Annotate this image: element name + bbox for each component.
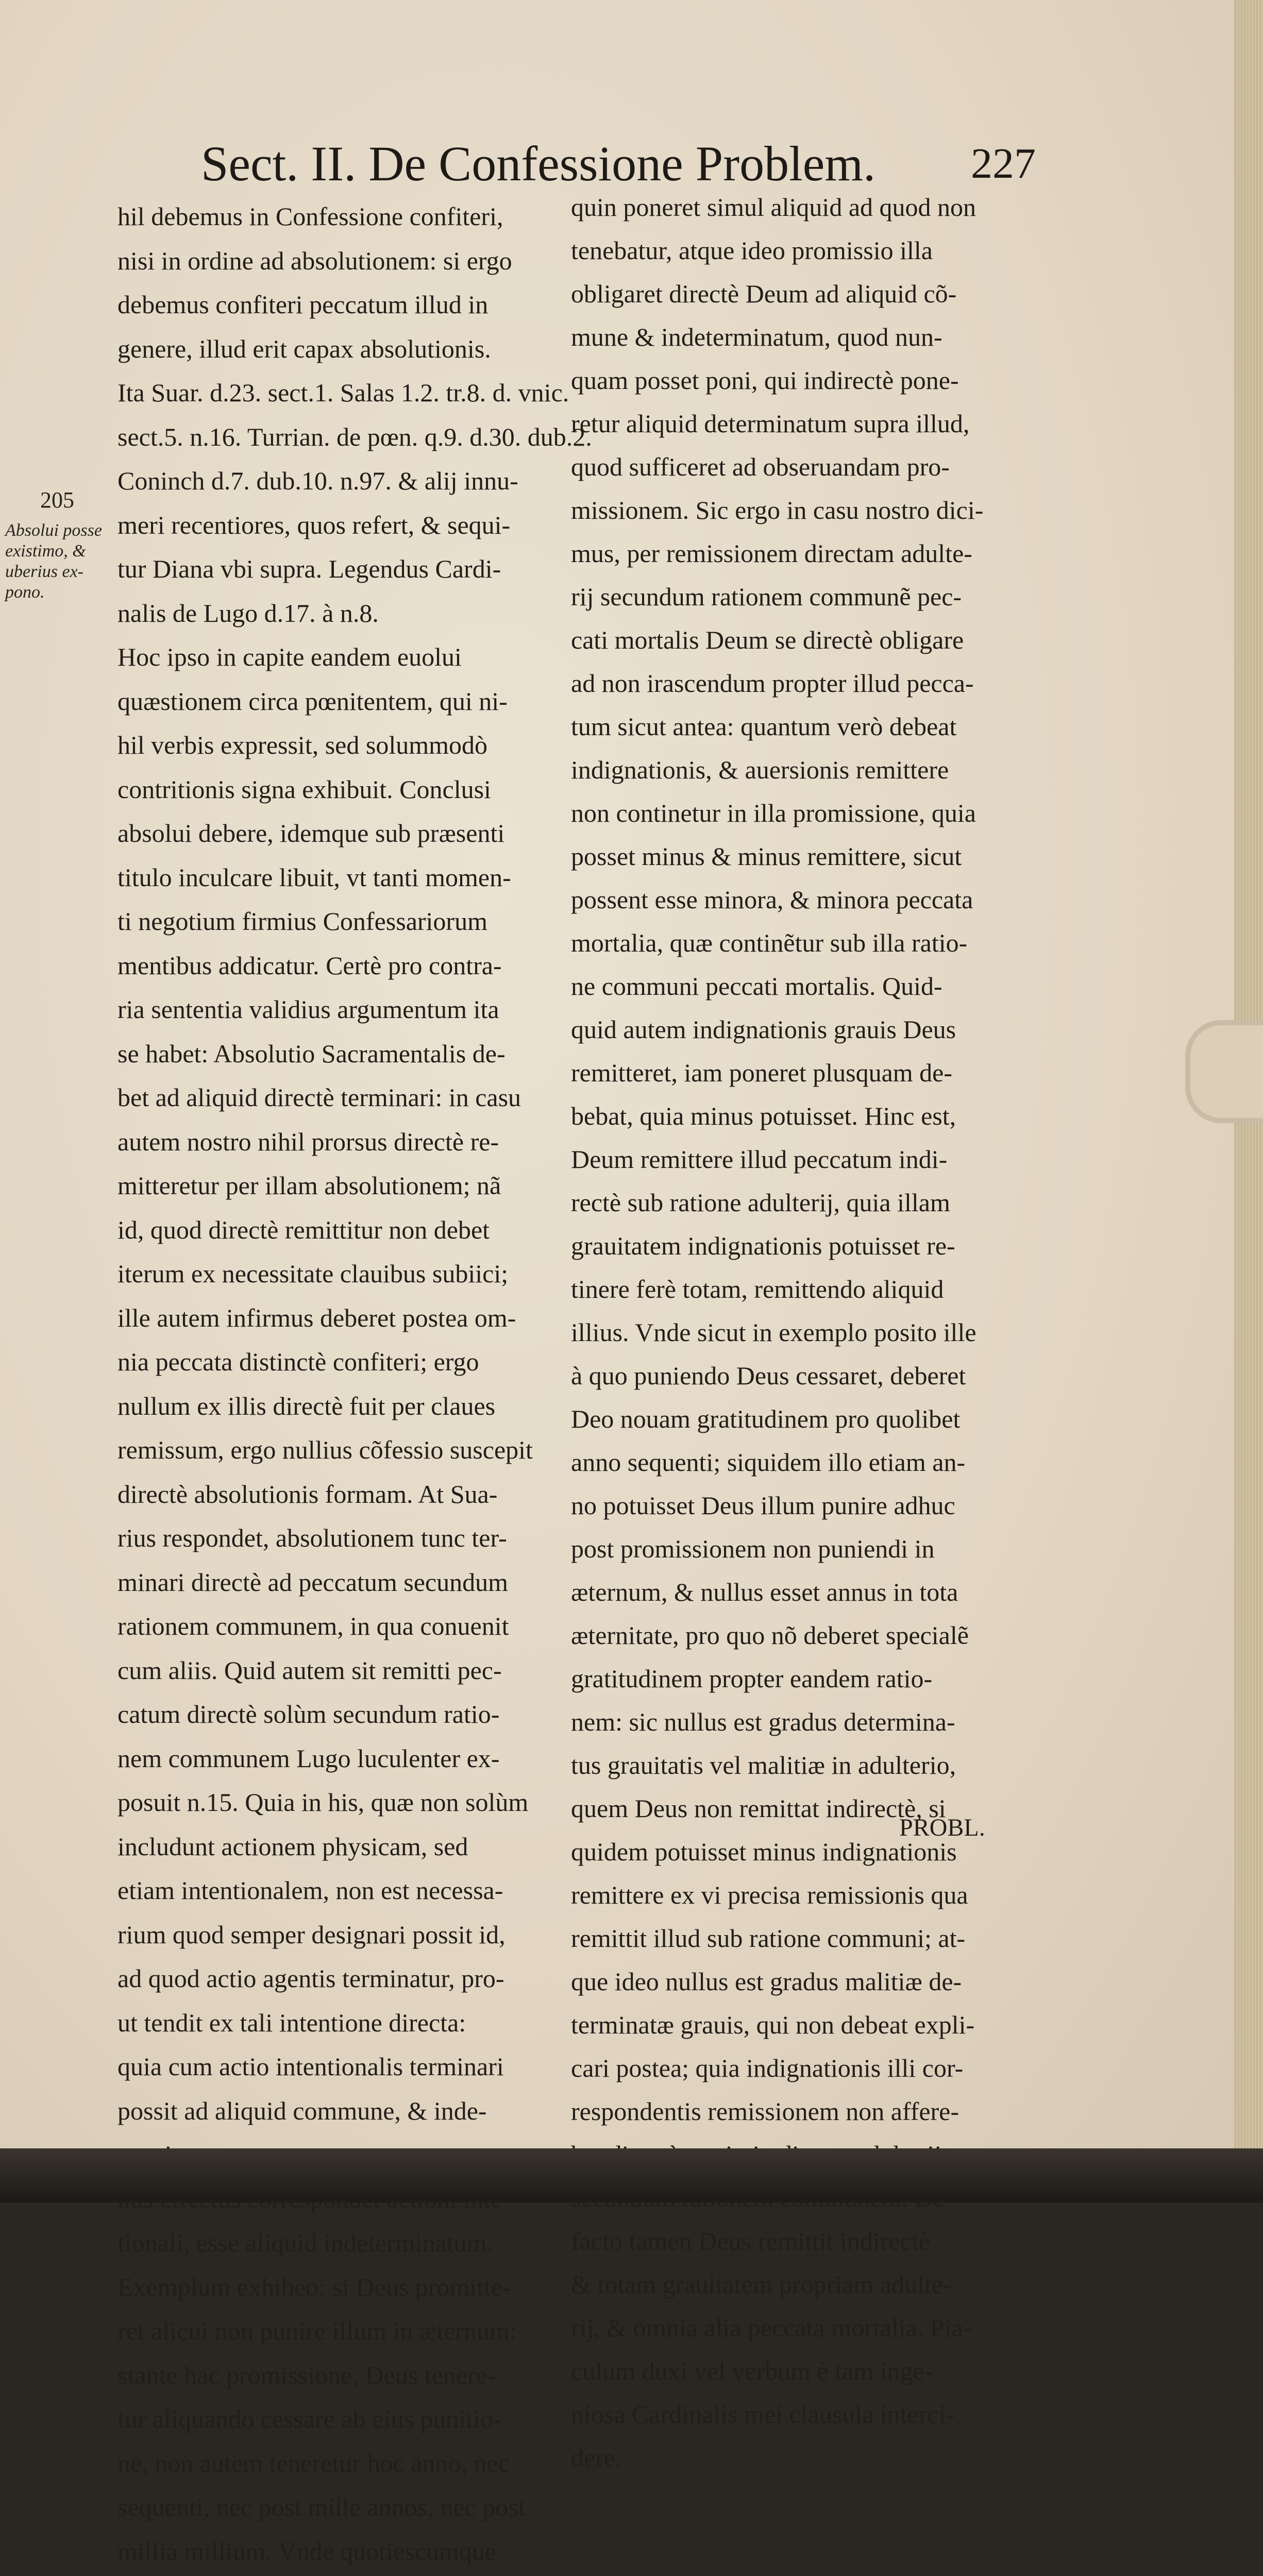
- text-line: nia peccata distinctè confiteri; ergo: [117, 1347, 479, 1376]
- text-line: sect.5. n.16. Turrian. de pœn. q.9. d.30. dub.2.: [117, 422, 592, 451]
- text-line: mitteretur per illam absolutionem; nã: [117, 1171, 501, 1200]
- text-line: catum directè solùm secundum ratio-: [117, 1700, 500, 1728]
- text-line: quæstionem circa pœnitentem, qui ni-: [117, 686, 508, 716]
- text-line: Ita Suar. d.23. sect.1. Salas 1.2. tr.8. d. vnic.: [117, 378, 569, 407]
- text-line: Deo nouam gratitudinem pro quolibet: [571, 1404, 961, 1433]
- book-clasp: [1185, 1020, 1263, 1123]
- text-line: ad quod actio agentis terminatur, pro-: [117, 1964, 504, 1993]
- text-line: post promissionem non puniendi in: [571, 1534, 935, 1563]
- text-line: nem communem Lugo luculenter ex-: [117, 1743, 500, 1773]
- text-line: cati mortalis Deum se directè obligare: [571, 625, 964, 654]
- text-line: remittere ex vi precisa remissionis qua: [571, 1880, 968, 1909]
- text-line: dere.: [571, 2443, 622, 2472]
- text-line: mortalia, quæ continẽtur sub illa ratio-: [571, 928, 968, 957]
- text-line: & totam grauitatem propriam adulte-: [571, 2270, 952, 2299]
- text-line: quam posset poni, qui indirectè pone-: [571, 366, 959, 395]
- text-line: contritionis signa exhibuit. Conclusi: [117, 774, 491, 804]
- marginal-note-line: pono.: [5, 583, 45, 602]
- text-line: tur Diana vbi supra. Legendus Cardi-: [117, 554, 501, 583]
- right-text-column: [571, 185, 1035, 2479]
- text-line: posset minus & minus remittere, sicut: [571, 842, 962, 871]
- text-line: cum aliis. Quid autem sit remitti pec-: [117, 1655, 502, 1685]
- text-line: terminatæ grauis, qui non debeat expli-: [571, 2010, 975, 2039]
- marginal-note: [5, 520, 108, 603]
- text-line: bebat, quia minus potuisset. Hinc est,: [571, 1101, 956, 1130]
- text-line: mentibus addicatur. Certè pro contra-: [117, 951, 502, 980]
- text-line: bet ad aliquid directè terminari: in casu: [117, 1083, 521, 1112]
- text-line: obligaret directè Deum ad aliquid cõ-: [571, 279, 957, 308]
- text-line: ne, non autem teneretur hoc anno, nec: [117, 2448, 510, 2478]
- text-line: no potuisset Deus illum punire adhuc: [571, 1491, 955, 1520]
- text-line: à quo puniendo Deus cessaret, deberet: [571, 1361, 966, 1390]
- text-line: niosa Cardinalis mei clausula interci-: [571, 2400, 955, 2429]
- text-line: ad non irascendum propter illud pecca-: [571, 669, 974, 698]
- text-line: nem: sic nullus est gradus determina-: [571, 1707, 955, 1736]
- left-text-column: [117, 195, 592, 2576]
- text-line: stante hac promissione, Deus tenere-: [117, 2360, 496, 2389]
- marginal-note-line: existimo, &: [5, 541, 86, 561]
- text-line: hil verbis expressit, sed solummodò: [117, 731, 487, 759]
- text-line: meri recentiores, quos refert, & sequi-: [117, 510, 511, 539]
- text-line: autem nostro nihil prorsus directè re-: [117, 1127, 499, 1156]
- text-line: Deum remittere illud peccatum indi-: [571, 1145, 948, 1174]
- catchword: PROBL.: [899, 1814, 985, 1841]
- text-line: illius. Vnde sicut in exemplo posito ille: [571, 1318, 976, 1347]
- text-line: rectè sub ratione adulterij, quia illam: [571, 1188, 950, 1217]
- text-line: quid autem indignationis grauis Deus: [571, 1015, 956, 1044]
- text-line: tinere ferè totam, remittendo aliquid: [571, 1275, 944, 1303]
- text-line: rius respondet, absolutionem tunc ter-: [117, 1523, 507, 1552]
- text-line: id, quod directè remittitur non debet: [117, 1215, 490, 1244]
- text-line: ret alicui non punire illum in æternum:: [117, 2316, 517, 2345]
- text-line: quin poneret simul aliquid ad quod non: [571, 193, 976, 222]
- text-line: millia millium. Vnde quotiescumque: [117, 2536, 497, 2566]
- text-line: ti negotium firmius Confessariorum: [117, 907, 487, 936]
- text-line: ne communi peccati mortalis. Quid-: [571, 972, 942, 1001]
- text-line: genere, illud erit capax absolutionis.: [117, 334, 491, 363]
- text-line: se habet: Absolutio Sacramentalis de-: [117, 1039, 506, 1068]
- text-line: iterum ex necessitate clauibus subiici;: [117, 1259, 509, 1288]
- text-line: nalis de Lugo d.17. à n.8.: [117, 598, 379, 628]
- text-line: æternum, & nullus esset annus in tota: [571, 1578, 958, 1606]
- text-line: æternitate, pro quo nõ deberet specialẽ: [571, 1621, 969, 1650]
- marginal-note-line: Absolui posse: [5, 521, 102, 540]
- text-line: retur aliquid determinatum supra illud,: [571, 409, 970, 438]
- text-line: mus, per remissionem directam adulte-: [571, 539, 972, 568]
- text-line: rij secundum rationem communẽ pec-: [571, 582, 962, 611]
- text-line: [117, 2573, 576, 2576]
- paragraph-number: 205: [40, 487, 74, 513]
- text-line: ille autem infirmus deberet postea om-: [117, 1303, 516, 1332]
- text-line: absolui debere, idemque sub præsenti: [117, 819, 505, 848]
- text-line: ut tendit ex tali intentione directa:: [117, 2008, 466, 2037]
- text-line: tionali, esse aliquid indeterminatum.: [117, 2228, 494, 2257]
- text-line: remittit illud sub ratione communi; at-: [571, 1924, 966, 1953]
- text-line: rationem communem, in qua conuenit: [117, 1612, 509, 1640]
- text-line: quidem potuisset minus indignationis: [571, 1837, 957, 1866]
- text-line: respondentis remissionem non affere-: [571, 2097, 959, 2126]
- text-line: nisi in ordine ad absolutionem: si ergo: [117, 246, 512, 275]
- text-line: Coninch d.7. dub.10. n.97. & alij innu-: [117, 466, 518, 495]
- text-line: sequenti, nec post mille annos, nec post: [117, 2493, 526, 2521]
- text-line: includunt actionem physicam, sed: [117, 1832, 468, 1861]
- text-line: minari directè ad peccatum secundum: [117, 1567, 509, 1597]
- text-line: remissum, ergo nullius cõfessio suscepit: [117, 1435, 533, 1464]
- text-line: non continetur in illa promissione, quia: [571, 799, 976, 827]
- text-line: rium quod semper designari possit id,: [117, 1920, 506, 1949]
- marginal-note-line: uberius ex-: [5, 562, 84, 581]
- text-line: rij, & omnia alia peccata mortalia. Pia-: [571, 2313, 972, 2342]
- text-line: directè absolutionis formam. At Sua-: [117, 1479, 498, 1509]
- text-line: grauitatem indignationis potuisset re-: [571, 1231, 955, 1260]
- text-line: culum duxi vel verbum è tam inge-: [571, 2357, 933, 2385]
- text-line: tur aliquando cessare ab eius punitio-: [117, 2404, 502, 2433]
- text-line: posuit n.15. Quia in his, quæ non solùm: [117, 1788, 529, 1817]
- text-line: tum sicut antea: quantum verò debeat: [571, 712, 957, 741]
- text-line: possent esse minora, & minora peccata: [571, 885, 973, 914]
- text-line: tus grauitatis vel malitiæ in adulterio,: [571, 1751, 956, 1780]
- section-title: Sect. II. De Confessione Problem.: [201, 136, 876, 191]
- text-line: anno sequenti; siquidem illo etiam an-: [571, 1448, 966, 1477]
- text-line: ria sententia validius argumentum ita: [117, 995, 499, 1024]
- scan-background: [0, 2148, 1263, 2202]
- text-line: cari postea; quia indignationis illi cor-: [571, 2054, 964, 2082]
- text-line: gratitudinem propter eandem ratio-: [571, 1664, 933, 1693]
- text-line: mune & indeterminatum, quod nun-: [571, 323, 942, 351]
- text-line: titulo inculcare libuit, vt tanti momen-: [117, 862, 511, 892]
- text-line: quod sufficeret ad obseruandam pro-: [571, 452, 950, 481]
- text-line: missionem. Sic ergo in casu nostro dici-: [571, 496, 984, 524]
- text-line: facto tamen Deus remittit indirectè: [571, 2227, 930, 2256]
- text-line: hil debemus in Confessione confiteri,: [117, 202, 503, 231]
- text-line: nullum ex illis directè fuit per claues: [117, 1391, 496, 1420]
- text-line: remitteret, iam poneret plusquam de-: [571, 1058, 953, 1087]
- text-line: etiam intentionalem, non est necessa-: [117, 1876, 503, 1905]
- text-line: quem Deus non remittat indirectè, si: [571, 1794, 946, 1823]
- text-line: quia cum actio intentionalis terminari: [117, 2052, 504, 2081]
- text-line: Exemplum exhibeo: si Deus promitte-: [117, 2272, 511, 2301]
- text-line: tenebatur, atque ideo promissio illa: [571, 236, 933, 265]
- text-line: debemus confiteri peccatum illud in: [117, 290, 489, 319]
- text-line: que ideo nullus est gradus malitiæ de-: [571, 1967, 962, 1996]
- text-line: Hoc ipso in capite eandem euolui: [117, 642, 462, 671]
- text-line: possit ad aliquid commune, & inde-: [117, 2096, 487, 2125]
- page-number: 227: [971, 140, 1036, 188]
- text-line: indignationis, & auersionis remittere: [571, 755, 949, 784]
